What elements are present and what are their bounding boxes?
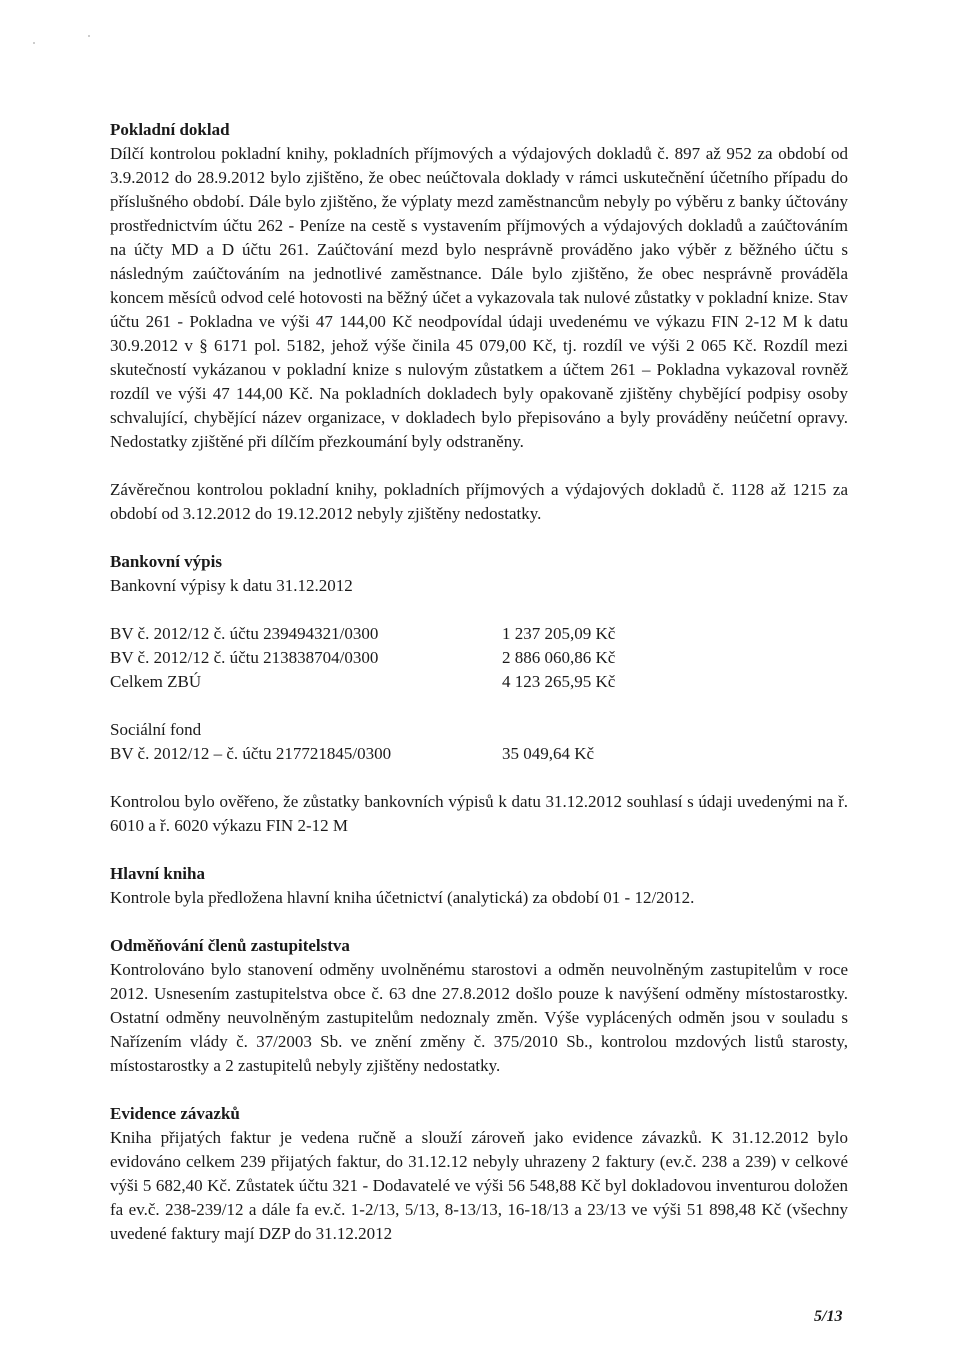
bank-statement-label: BV č. 2012/12 č. účtu 213838704/0300 — [110, 648, 379, 667]
section-heading: Evidence závazků — [110, 1104, 240, 1123]
section-body: Kontrole byla předložena hlavní kniha účetnictví (analytická) za období 01 - 12/2012. — [110, 888, 695, 907]
bank-statement-amount: 2 886 060,86 Kč — [502, 648, 616, 667]
section-bankovni-vypis — [110, 550, 848, 838]
section-body: Kontrolováno bylo stanovení odměny uvolněnému starostovi a odměn neuvolněným zastupitelům v roce 2012. Usnesením zastupitelstva obce č. 63 dne 27.8.2012 došlo pouze k navýšení odměny místostarostky. Ostatní odměny neuvolněným zastupitelům nedoznaly změn. Výše vyplácených odměn jsou v souladu s Nařízením vlády č. 37/2003 Sb. ve znění změny č. 375/2010 Sb., kontrolou mzdových listů starosty, místostarostky a 2 zastupitelů nebyly zjištěny nedostatky. — [110, 960, 848, 1075]
section-heading: Pokladní doklad — [110, 120, 230, 139]
bank-statement-amount: 4 123 265,95 Kč — [502, 672, 616, 691]
section-heading: Odměňování členů zastupitelstva — [110, 936, 350, 955]
section-body: Kontrolou bylo ověřeno, že zůstatky bankovních výpisů k datu 31.12.2012 souhlasí s údaji uvedenými na ř. 6010 a ř. 6020 výkazu FIN 2-12 M — [110, 792, 848, 835]
section-evidence-zavazku — [110, 1102, 848, 1246]
section-subtitle: Bankovní výpisy k datu 31.12.2012 — [110, 576, 353, 595]
document-page — [110, 118, 848, 1246]
section-heading: Bankovní výpis — [110, 552, 222, 571]
section-hlavni-kniha — [110, 862, 848, 910]
social-fund-row — [110, 742, 848, 766]
page-number: 5/13 — [814, 1308, 843, 1325]
section-pokladni-doklad — [110, 118, 848, 526]
bank-statement-amount: 1 237 205,09 Kč — [502, 624, 616, 643]
scan-speck — [88, 35, 90, 37]
bank-statement-label: BV č. 2012/12 č. účtu 239494321/0300 — [110, 624, 379, 643]
section-heading: Hlavní kniha — [110, 864, 205, 883]
bank-statement-total-row — [110, 670, 848, 694]
section-odmenovani — [110, 934, 848, 1078]
social-fund-title: Sociální fond — [110, 720, 202, 739]
bank-statement-row — [110, 646, 848, 670]
section-body: Dílčí kontrolou pokladní knihy, pokladních příjmových a výdajových dokladů č. 897 až 952 za období od 3.9.2012 do 28.9.2012 bylo zjištěno, že obec neúčtovala doklady v rámci uskutečnění účetního případu do příslušného období. Dále bylo zjištěno, že výplaty mezd zaměstnancům nebyly po výběru z banky účtovány prostřednictvím účtu 262 - Peníze na cestě s vystavením příjmových a výdajových dokladů a zaúčtováním na účty MD a D účtu 261. Zaúčtování mezd bylo nesprávně prováděno jako výběr z běžného účtu s následným zaúčtováním na jednotlivé zaměstnance. Dále bylo zjištěno, že obec nesprávně prováděla koncem měsíců odvod celé hotovosti na běžný účet a vykazovala tak nulové zůstatky v pokladní knize. Stav účtu 261 - Pokladna ve výši 47 144,00 Kč neodpovídal údaji uvedenému ve výkazu FIN 2-12 M k datu 30.9.2012 v § 6171 pol. 5182, jehož výše činila 45 079,00 Kč, tj. rozdíl ve výši 2 065 Kč. Rozdíl mezi skutečností vykázanou v pokladní knize s nulovým zůstatkem a účtem 261 – Pokladna vykazoval rovněž rozdíl ve výši 47 144,00 Kč. Na pokladních dokladech byly opakovaně zjištěny chybějící podpisy osoby schvalující, chybějící název organizace, v dokladech bylo přepisováno a byly prováděny neúčetní opravy. Nedostatky zjištěné při dílčím přezkoumání byly odstraněny. — [110, 144, 848, 451]
section-body: Závěrečnou kontrolou pokladní knihy, pokladních příjmových a výdajových dokladů č. 1128 až 1215 za období od 3.12.2012 do 19.12.2012 nebyly zjištěny nedostatky. — [110, 480, 848, 523]
bank-statement-label: BV č. 2012/12 – č. účtu 217721845/0300 — [110, 744, 392, 763]
section-body: Kniha přijatých faktur je vedena ručně a slouží zároveň jako evidence závazků. K 31.12.2012 bylo evidováno celkem 239 přijatých faktur, do 31.12.12 nebyly uhrazeny 2 faktury (ev.č. 238 a 239) v celkové výši 5 682,40 Kč. Zůstatek účtu 321 - Dodavatelé ve výši 56 548,88 Kč byl dokladovou inventurou doložen fa ev.č. 238-239/12 a dále fa ev.č. 1-2/13, 5/13, 8-13/13, 16-18/13 a 23/13 ve výši 51 898,48 Kč (všechny uvedené faktury mají DZP do 31.12.2012 — [110, 1128, 848, 1243]
scan-speck — [33, 42, 35, 44]
bank-statement-label: Celkem ZBÚ — [110, 672, 202, 691]
bank-statement-row — [110, 622, 848, 646]
bank-statement-amount: 35 049,64 Kč — [502, 744, 595, 763]
